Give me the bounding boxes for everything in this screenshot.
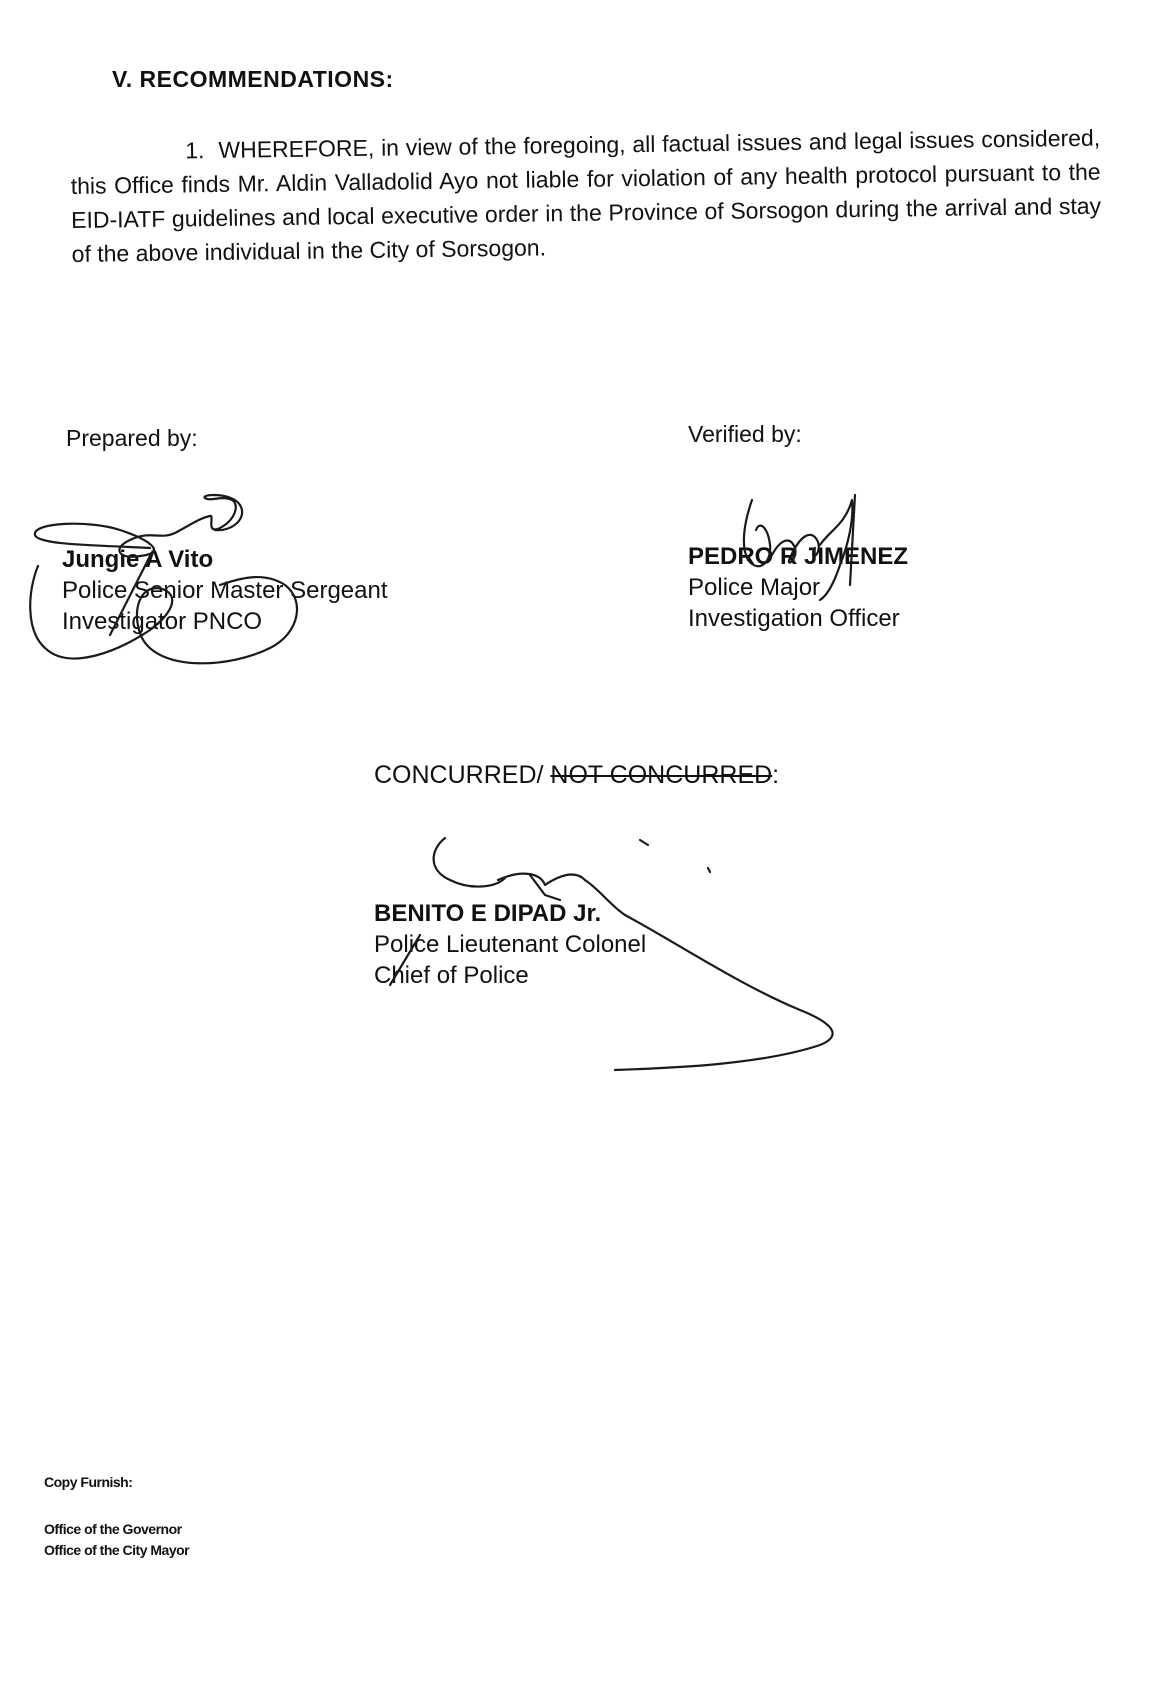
prepared-by-label: Prepared by: (66, 425, 198, 451)
recommendation-text: WHEREFORE, in view of the foregoing, all factual issues and legal issues considered, this Office finds Mr. Aldin Valladolid Ayo not liable for violation of any health protocol pursuant to the EID-IATF guidelines and local executive order in the Province of Sorsogon during the arrival and stay of the above individual in the City of Sorsogon. (70, 124, 1102, 267)
concurring-signatory (374, 898, 646, 991)
section-heading: V. RECOMMENDATIONS: (112, 66, 394, 92)
not-concurred-option: NOT CONCURRED (550, 761, 773, 789)
verified-by-label: Verified by: (688, 421, 802, 447)
recommendation-number: 1. (185, 137, 205, 164)
prepared-name: Jungie A Vito (62, 546, 214, 573)
verified-name: PEDRO R JIMENEZ (688, 543, 909, 570)
prepared-position: Investigator PNCO (62, 608, 263, 635)
copy-furnish-list (44, 1519, 189, 1561)
concurred-option: CONCURRED/ (374, 761, 551, 789)
concurrence-line (374, 761, 779, 790)
copy-recipient: Office of the Governor (44, 1521, 182, 1537)
verified-rank: Police Major (688, 574, 821, 601)
concurring-name: BENITO E DIPAD Jr. (374, 900, 602, 927)
prepared-rank: Police Senior Master Sergeant (62, 577, 388, 604)
concurring-rank: Police Lieutenant Colonel (374, 931, 647, 958)
prepared-signatory (62, 544, 388, 637)
copy-recipient: Office of the City Mayor (44, 1542, 190, 1558)
copy-furnish-label: Copy Furnish: (44, 1474, 133, 1490)
recommendation-paragraph (70, 121, 1102, 271)
concurrence-suffix: : (772, 761, 780, 789)
concurring-position: Chief of Police (374, 962, 529, 989)
verified-signatory (688, 541, 908, 634)
verified-position: Investigation Officer (688, 605, 900, 632)
